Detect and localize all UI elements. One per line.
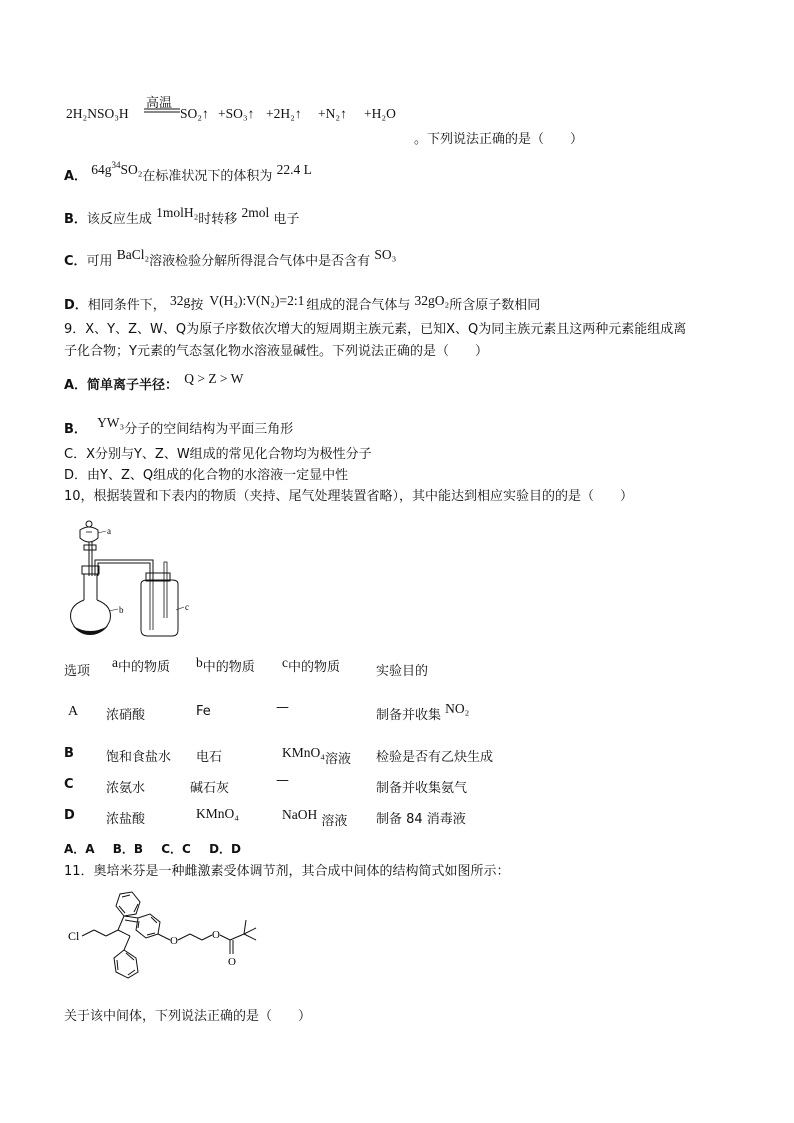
formula-sup: 34 xyxy=(111,160,121,170)
choice-a: A．A xyxy=(64,842,95,856)
text: 组成的混合气体与 xyxy=(306,298,411,313)
eq-rhs-1: SO₂↑ xyxy=(180,106,209,121)
cl-atom: Cl xyxy=(68,929,80,943)
eq-lhs: 2H₂NSO₃H xyxy=(66,106,129,121)
row-d-c: NaOH 溶液 xyxy=(282,807,348,829)
eq-tail: 。下列说法正确的是（ ） xyxy=(414,132,584,147)
eq-double-arrow xyxy=(144,108,180,114)
o-atom-2: O xyxy=(212,929,220,941)
formula: 22.4 L xyxy=(276,162,312,177)
option-label: A． xyxy=(64,169,88,184)
formula: 1molH₂ xyxy=(156,205,199,220)
option-label: B． xyxy=(64,212,87,227)
text: 溶液检验分解所得混合气体中是否含有 xyxy=(149,254,371,269)
formula: V(H₂):V(N₂)=2:1 xyxy=(209,293,305,308)
formula: 32gO₂ xyxy=(414,293,450,308)
label-b: b xyxy=(119,605,124,615)
row-d-opt: D xyxy=(64,808,75,823)
text: 按 xyxy=(190,298,204,313)
eq-rhs-5: +H₂O xyxy=(364,106,396,121)
option-text: A．简单离子半径： xyxy=(64,378,179,393)
row-d-a: 浓盐酸 xyxy=(106,812,146,827)
row-d-goal: 制备 84 消毒液 xyxy=(376,812,466,827)
formula: Q > Z > W xyxy=(184,371,244,386)
q8-option-d xyxy=(64,294,540,313)
choice-b: B．B xyxy=(112,842,144,856)
row-d-b: KMnO₄ xyxy=(196,806,239,821)
choice-c: C．C xyxy=(161,842,191,856)
option-label: C． xyxy=(64,254,87,269)
row-a-goal: 制备并收集 NO₂ xyxy=(376,701,470,723)
row-a-a: 浓硝酸 xyxy=(106,708,146,723)
header-b: b中的物质 xyxy=(196,655,255,675)
eq-condition: 高温 xyxy=(146,96,173,111)
formula: SO₂ xyxy=(120,162,143,177)
text: 在标准状况下的体积为 xyxy=(142,169,273,184)
header-a: a中的物质 xyxy=(112,655,171,675)
choice-d: D．D xyxy=(209,842,241,856)
header-goal: 实验目的 xyxy=(376,664,429,679)
row-a-opt: A xyxy=(68,704,79,719)
row-c-goal: 制备并收集氨气 xyxy=(376,781,468,796)
row-c-c: — xyxy=(276,773,289,788)
formula: YW₃ xyxy=(97,415,125,430)
q8-option-b xyxy=(64,205,300,227)
option-label: D． xyxy=(64,298,88,313)
q9-stem-1: 9．X、Y、Z、W、Q为原子序数依次增大的短周期主族元素，已知X、Q为同主族元素且这两种元素能组成离 xyxy=(64,322,687,337)
formula: SO₃ xyxy=(374,247,397,262)
row-a-b: Fe xyxy=(196,704,211,719)
o-atom-1: O xyxy=(170,935,178,947)
option-label: B． xyxy=(64,422,87,437)
q9-option-d: D．由Y、Z、Q组成的化合物的水溶液一定显中性 xyxy=(64,468,349,483)
text: 该反应生成 xyxy=(86,212,152,227)
row-b-a: 饱和食盐水 xyxy=(106,750,172,765)
label-c: c xyxy=(185,602,189,612)
eq-rhs-2: +SO₃↑ xyxy=(218,106,255,121)
formula: 32g xyxy=(169,293,191,308)
row-b-c: KMnO₄溶液 xyxy=(282,745,351,767)
row-c-opt: C xyxy=(64,777,74,792)
header-c: c中的物质 xyxy=(282,655,341,675)
q8-option-a xyxy=(64,160,312,184)
q8-option-c xyxy=(64,247,397,269)
eq-rhs-4: +N₂↑ xyxy=(318,106,347,121)
q9-stem-2: 子化合物；Y元素的气态氢化物水溶液显碱性。下列说法正确的是（ ） xyxy=(64,344,488,359)
apparatus-diagram xyxy=(60,518,200,640)
formula: 2mol xyxy=(241,205,270,220)
q9-option-c: C．X分别与Y、Z、W组成的常见化合物均为极性分子 xyxy=(64,447,372,462)
o-atom-3: O xyxy=(228,956,236,968)
text: 分子的空间结构为平面三角形 xyxy=(124,422,294,437)
q11-after: 关于该中间体，下列说法正确的是（ ） xyxy=(64,1009,312,1024)
row-c-b: 碱石灰 xyxy=(190,781,230,796)
formula: 64g xyxy=(91,162,112,177)
header-opt: 选项 xyxy=(64,664,91,679)
eq-rhs-3: +2H₂↑ xyxy=(266,106,302,121)
row-b-opt: B xyxy=(64,746,74,761)
text: 相同条件下， xyxy=(87,298,166,313)
q11-stem: 11．奥培米芬是一种雌激素受体调节剂，其合成中间体的结构简式如图所示： xyxy=(64,864,510,879)
q9-option-b xyxy=(64,415,294,437)
text: 电子 xyxy=(273,212,300,227)
row-c-a: 浓氨水 xyxy=(106,781,146,796)
molecule-structure xyxy=(62,888,292,1000)
text: 所含原子数相同 xyxy=(449,298,541,313)
q10-choices xyxy=(64,840,241,857)
row-b-goal: 检验是否有乙炔生成 xyxy=(376,750,494,765)
formula: BaCl₂ xyxy=(116,247,150,262)
text: 时转移 xyxy=(198,212,238,227)
row-a-c: — xyxy=(276,700,289,715)
row-b-b: 电石 xyxy=(196,750,223,765)
label-a: a xyxy=(107,526,111,536)
q10-stem: 10，根据装置和下表内的物质（夹持、尾气处理装置省略），其中能达到相应实验目的的是（ ） xyxy=(64,489,634,504)
q9-option-a xyxy=(64,371,244,393)
text: 可用 xyxy=(86,254,113,269)
